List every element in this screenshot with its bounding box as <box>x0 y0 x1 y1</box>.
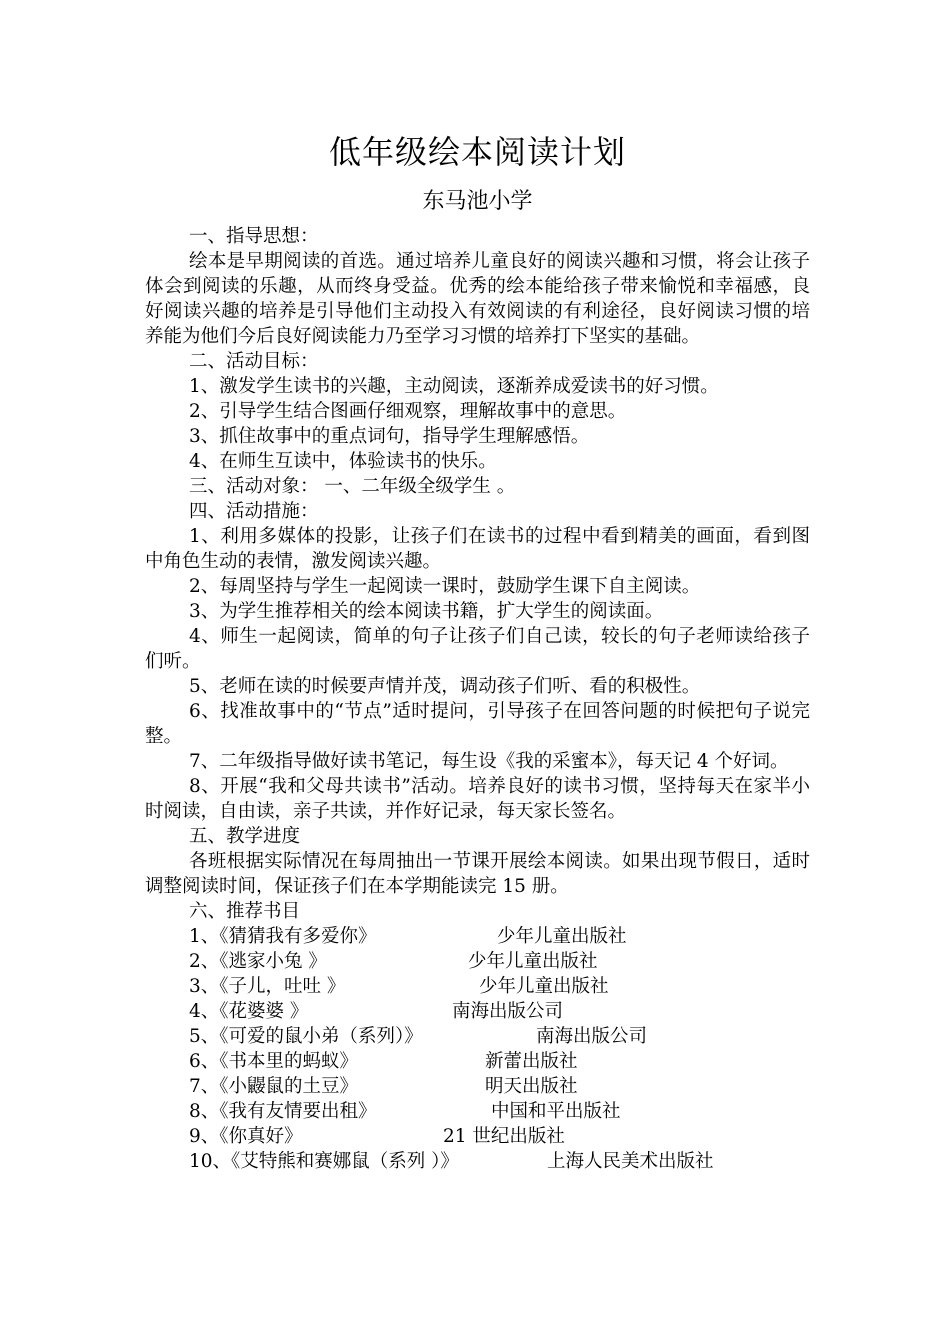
book-list-item <box>145 999 810 1024</box>
book-publisher: 少年儿童出版社 <box>479 976 609 997</box>
book-title: 5、《可爱的鼠小弟（系列）》 <box>189 1026 423 1047</box>
book-publisher: 21 世纪出版社 <box>443 1126 565 1147</box>
book-title: 8、《我有友情要出租》 <box>189 1101 377 1122</box>
book-publisher: 少年儿童出版社 <box>497 926 627 947</box>
document-subtitle: 东马池小学 <box>422 189 533 214</box>
section-heading-goals: 二、活动目标： <box>189 351 319 372</box>
measure-item: 3、为学生推荐相关的绘本阅读书籍，扩大学生的阅读面。 <box>189 601 664 622</box>
document-title: 低年级绘本阅读计划 <box>328 133 626 171</box>
book-list-item <box>145 949 810 974</box>
book-publisher: 少年儿童出版社 <box>468 951 598 972</box>
book-list-item <box>145 1024 810 1049</box>
paragraph-progress: 各班根据实际情况在每周抽出一节课开展绘本阅读。如果出现节假日，适时调整阅读时间，保证孩子们在本学期能读完 15 册。 <box>145 851 810 897</box>
book-title: 7、《小鼹鼠的土豆》 <box>189 1076 359 1097</box>
book-publisher: 明天出版社 <box>485 1076 578 1097</box>
book-list-item <box>145 1049 810 1074</box>
measure-item: 5、老师在读的时候要声情并茂，调动孩子们听、看的积极性。 <box>189 676 701 697</box>
book-publisher: 新蕾出版社 <box>485 1051 578 1072</box>
book-list-item <box>145 1124 810 1149</box>
book-list-item <box>145 1074 810 1099</box>
book-list-item <box>145 1099 810 1124</box>
section-heading-measures: 四、活动措施： <box>189 501 319 522</box>
measure-item: 4、师生一起阅读，简单的句子让孩子们自己读，较长的句子老师读给孩子们听。 <box>145 626 810 672</box>
book-publisher: 中国和平出版社 <box>491 1101 621 1122</box>
book-title: 9、《你真好》 <box>189 1126 303 1147</box>
section-heading-book-list: 六、推荐书目 <box>189 901 301 922</box>
goal-item: 1、激发学生读书的兴趣，主动阅读，逐渐养成爱读书的好习惯。 <box>189 376 719 397</box>
paragraph-guiding-idea: 绘本是早期阅读的首选。通过培养儿童良好的阅读兴趣和习惯，将会让孩子体会到阅读的乐趣，从而终身受益。优秀的绘本能给孩子带来愉悦和幸福感，良好阅读兴趣的培养是引导他们主动投入有效阅读的有利途径，良好阅读习惯的培养能为他们今后良好阅读能力乃至学习习惯的培养打下坚实的基础。 <box>145 251 810 347</box>
goal-item: 3、抓住故事中的重点词句，指导学生理解感悟。 <box>189 426 590 447</box>
document-page <box>145 120 810 1174</box>
measure-item: 7、二年级指导做好读书笔记，每生设《我的采蜜本》，每天记 4 个好词。 <box>189 751 789 772</box>
book-title: 10、《艾特熊和赛娜鼠（系列 ）》 <box>189 1151 459 1172</box>
section-heading-progress: 五、教学进度 <box>189 826 301 847</box>
goal-item: 2、引导学生结合图画仔细观察，理解故事中的意思。 <box>189 401 627 422</box>
book-title: 3、《子儿，吐吐 》 <box>189 976 346 997</box>
book-publisher: 上海人民美术出版社 <box>547 1151 714 1172</box>
book-list-item <box>145 1149 810 1174</box>
book-list-item <box>145 974 810 999</box>
book-list-item <box>145 924 810 949</box>
book-list <box>145 924 810 1174</box>
measure-item: 6、找准故事中的“节点”适时提问，引导孩子在回答问题的时候把句子说完整。 <box>145 701 810 747</box>
book-publisher: 南海出版公司 <box>536 1026 648 1047</box>
section-heading-guiding-idea: 一、指导思想： <box>189 226 319 247</box>
measure-item: 1、利用多媒体的投影，让孩子们在读书的过程中看到精美的画面，看到图中角色生动的表情，激发阅读兴趣。 <box>145 526 810 572</box>
measure-item: 2、每周坚持与学生一起阅读一课时，鼓励学生课下自主阅读。 <box>189 576 701 597</box>
goal-item: 4、在师生互读中，体验读书的快乐。 <box>189 451 497 472</box>
book-title: 4、《花婆婆 》 <box>189 1001 309 1022</box>
measure-item: 8、开展“我和父母共读书”活动。培养良好的读书习惯，坚持每天在家半小时阅读，自由读，亲子共读，并作好记录，每天家长签名。 <box>145 776 810 822</box>
section-heading-audience: 三、活动对象： 一、二年级全级学生 。 <box>189 476 516 497</box>
book-publisher: 南海出版公司 <box>452 1001 564 1022</box>
book-title: 6、《书本里的蚂蚁》 <box>189 1051 359 1072</box>
book-title: 2、《逃家小兔 》 <box>189 951 327 972</box>
book-title: 1、《猜猜我有多爱你》 <box>189 926 377 947</box>
